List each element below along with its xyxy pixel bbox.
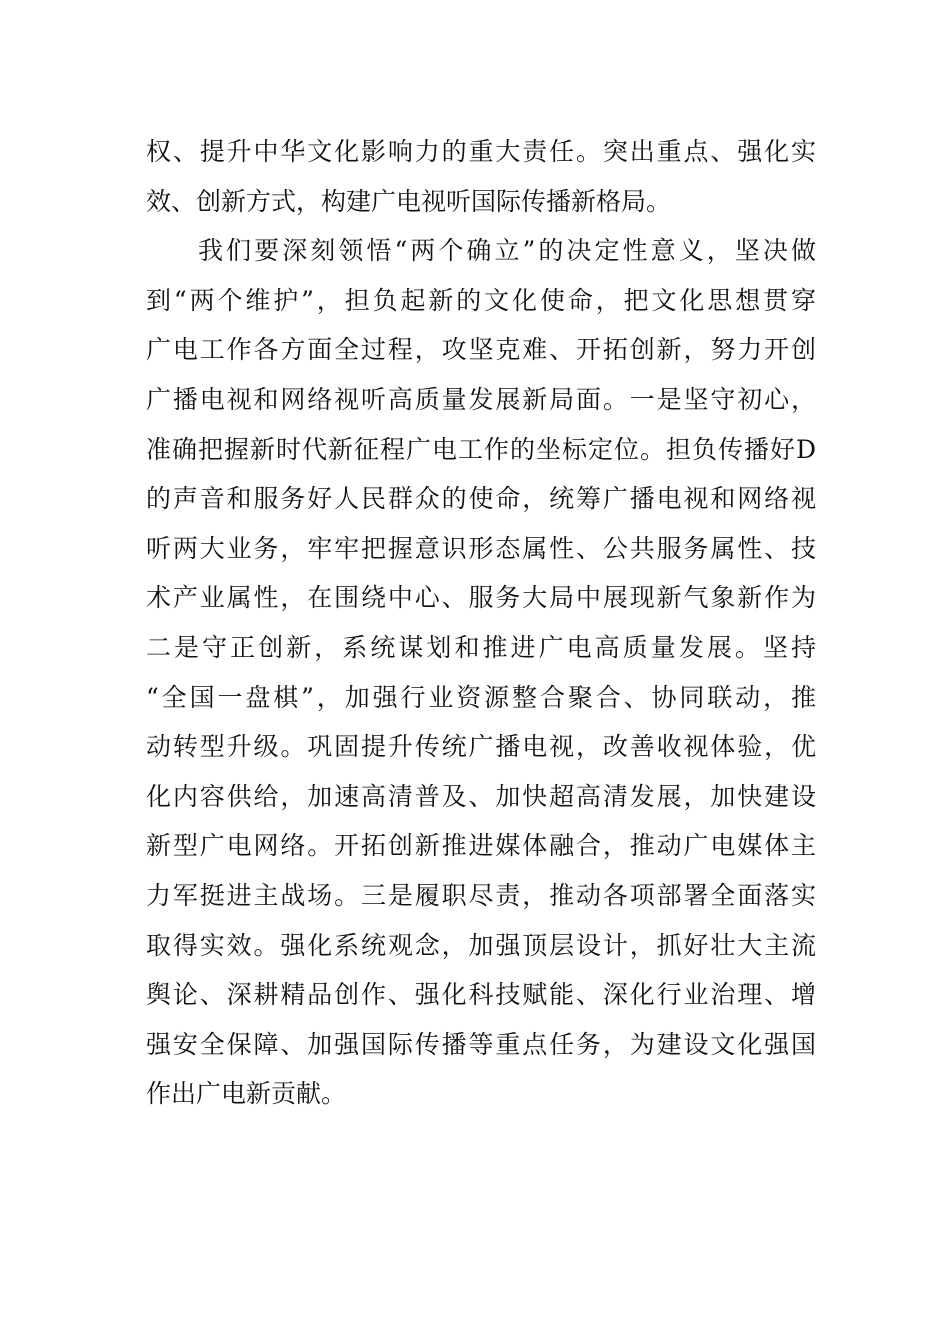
text-line: 准确把握新时代新征程广电工作的坐标定位。担负传播好D [146,434,816,464]
text-line: 强安全保障、加强国际传播等重点任务，为建设文化强国 [146,1029,816,1059]
text-line: 化内容供给，加速高清普及、加快超高清发展，加快建设 [146,781,816,811]
paragraph-first-line: 我们要深刻领悟“两个确立”的决定性意义，坚决做 [198,236,816,266]
text-line: “全国一盘棋”，加强行业资源整合聚合、协同联动，推 [146,682,816,712]
text-line: 力军挺进主战场。三是履职尽责，推动各项部署全面落实 [146,880,816,910]
text-line: 效、创新方式，构建广电视听国际传播新格局。 [146,186,672,216]
text-line: 作出广电新贡献。 [146,1079,347,1109]
text-line: 二是守正创新，系统谋划和推进广电高质量发展。坚持 [146,632,816,662]
body-text [146,127,816,1119]
text-line: 权、提升中华文化影响力的重大责任。突出重点、强化实 [146,137,816,166]
text-line: 动转型升级。巩固提升传统广播电视，改善收视体验，优 [146,732,816,762]
text-line: 的声音和服务好人民群众的使命，统筹广播电视和网络视 [146,484,816,514]
text-line: 广电工作各方面全过程，攻坚克难、开拓创新，努力开创 [146,335,816,365]
text-line: 新型广电网络。开拓创新推进媒体融合，推动广电媒体主 [146,831,816,861]
text-line: 舆论、深耕精品创作、强化科技赋能、深化行业治理、增 [146,980,816,1010]
text-line: 到“两个维护”，担负起新的文化使命，把文化思想贯穿 [146,285,816,315]
text-line: 广播电视和网络视听高质量发展新局面。一是坚守初心， [146,384,816,414]
text-line: 术产业属性，在围绕中心、服务大局中展现新气象新作为 [146,583,816,613]
text-line: 听两大业务，牢牢把握意识形态属性、公共服务属性、技 [146,533,816,563]
text-line: 取得实效。强化系统观念，加强顶层设计，抓好壮大主流 [146,930,816,960]
